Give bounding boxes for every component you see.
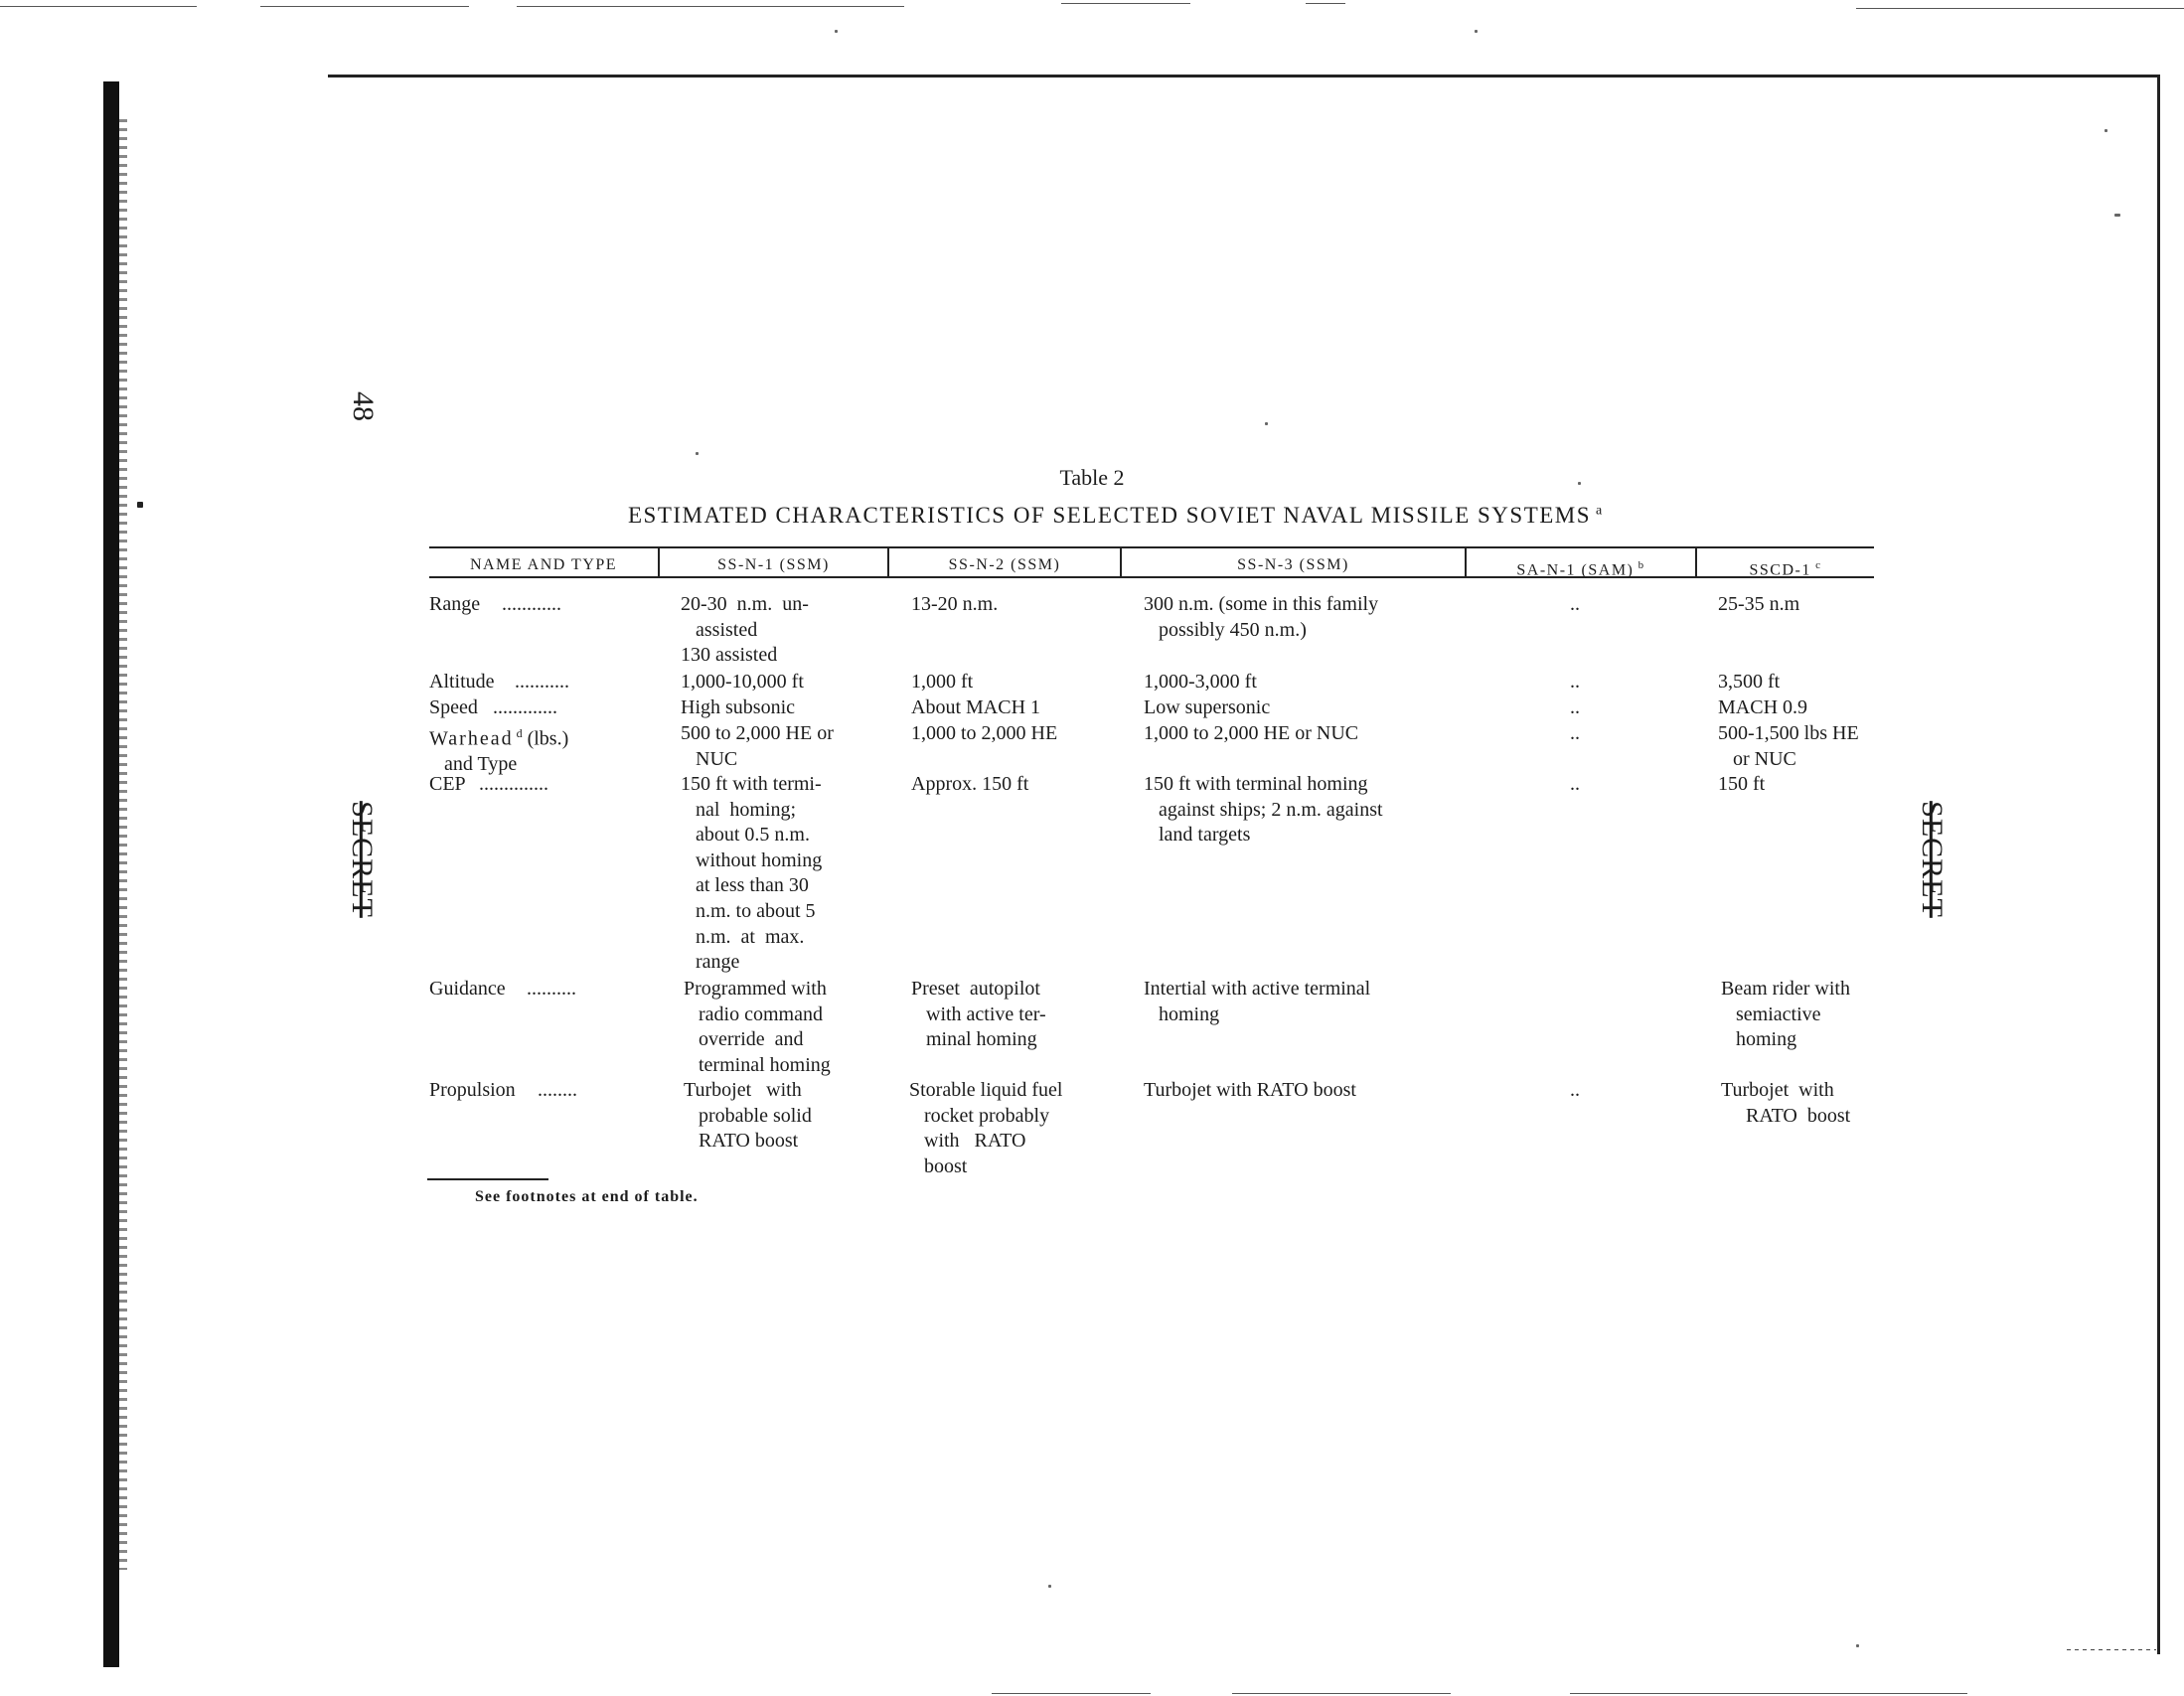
scan-speck [696, 452, 699, 455]
scan-bottom-line-2 [1232, 1693, 1451, 1694]
table-cell: Programmed with radio command override and terminal homing [684, 978, 831, 1076]
column-header-label: SS-N-3 (SSM) [1237, 556, 1349, 573]
row-label-range: Range [429, 593, 481, 615]
column-header-sscd-1 [1697, 550, 1874, 580]
table-cell: 1,000-3,000 ft [1144, 671, 1257, 693]
table-cell: 300 n.m. (some in this family possibly 450 n.m.) [1144, 593, 1379, 641]
table-cell: 1,000 ft [911, 671, 974, 693]
row-label-speed: Speed [429, 696, 478, 718]
table-cell: 1,000-10,000 ft [681, 671, 804, 693]
column-header-label: SSCD-1 [1749, 561, 1811, 579]
table-cell: .. [1570, 773, 1580, 795]
leader-dots: .............. [479, 773, 548, 795]
column-header-ss-n-1 [660, 550, 887, 580]
table-cell: 3,500 ft [1718, 671, 1781, 693]
table-title-footnote-mark: a [1596, 503, 1604, 519]
row-label-warhead [429, 721, 568, 778]
scan-speck [1265, 422, 1268, 425]
scan-bottom-line-1 [992, 1693, 1151, 1694]
page-frame-right [2157, 75, 2160, 1654]
scan-speck [2114, 214, 2120, 217]
page-frame-top [328, 75, 2158, 77]
column-header-label: SS-N-1 (SSM) [717, 556, 830, 573]
column-header-name-and-type [429, 550, 658, 580]
table-cell: 150 ft with terminal homing against ships; 2 n.m. against land targets [1144, 773, 1383, 847]
row-label-cep: CEP [429, 773, 466, 795]
table-cell: Turbojet with probable solid RATO boost [684, 1079, 812, 1153]
table-cell: 500-1,500 lbs HE or NUC [1718, 722, 1859, 770]
table-cell: Intertial with active terminal homing [1144, 978, 1371, 1025]
scan-speck [835, 30, 838, 33]
column-header-footnote-mark: c [1815, 559, 1822, 571]
row-label-propulsion: Propulsion [429, 1079, 516, 1101]
column-header-ss-n-3 [1122, 550, 1465, 580]
table-cell: 20-30 n.m. un- assisted 130 assisted [681, 593, 809, 667]
table-cell: Turbojet with RATO boost [1144, 1079, 1356, 1101]
table-cell: About MACH 1 [911, 696, 1041, 718]
table-cell: 1,000 to 2,000 HE [911, 722, 1058, 744]
table-cell: High subsonic [681, 696, 795, 718]
column-header-footnote-mark: b [1638, 559, 1645, 571]
scan-top-line-2 [260, 6, 469, 7]
scan-bottom-line-3 [1570, 1693, 1967, 1694]
table-cell: Approx. 150 ft [911, 773, 1029, 795]
table-cell: 13-20 n.m. [911, 593, 999, 615]
classification-marking-left: SECRET [345, 801, 379, 918]
row-label-guidance: Guidance [429, 978, 506, 1000]
scan-speck [1856, 1644, 1859, 1647]
table-cell: 1,000 to 2,000 HE or NUC [1144, 722, 1359, 744]
scan-speck [2105, 129, 2107, 132]
table-title: ESTIMATED CHARACTERISTICS OF SELECTED SOVIET NAVAL MISSILE SYSTEMS [628, 503, 1592, 528]
table-cell: .. [1570, 1079, 1580, 1101]
row-label-footnote-mark: d [516, 726, 523, 740]
table-cell: .. [1570, 593, 1580, 615]
leader-dots: ........... [515, 671, 569, 693]
table-cell: Beam rider with semiactive homing [1721, 978, 1850, 1051]
row-label-suffix: (lbs.) [527, 727, 569, 750]
column-header-label: NAME AND TYPE [469, 556, 618, 573]
column-header-sa-n-1 [1467, 550, 1695, 580]
scan-speck [1475, 30, 1478, 33]
scan-speck [1578, 482, 1581, 485]
table-cell: .. [1570, 671, 1580, 693]
scan-speck [137, 502, 143, 508]
table-cell: Preset autopilot with active ter- minal homing [911, 978, 1046, 1051]
binding-edge-shadow [119, 119, 127, 1570]
table-header-top-rule [429, 546, 1874, 548]
table-cell: Turbojet with RATO boost [1721, 1079, 1851, 1127]
scan-top-line-3 [517, 6, 904, 7]
scan-speck [1048, 1585, 1051, 1588]
table-cell: 25-35 n.m [1718, 593, 1800, 615]
leader-dots: ............ [502, 593, 561, 615]
column-header-label: SA-N-1 (SAM) [1516, 561, 1635, 579]
leader-dots: ........ [538, 1079, 577, 1101]
column-header-label: SS-N-2 (SSM) [948, 556, 1061, 573]
row-label-line2: and Type [429, 753, 518, 776]
table-cell: 150 ft with termi- nal homing; about 0.5 n.m. without homing at less than 30 n.m. to about 5 n.m. at max. range [681, 773, 823, 974]
table-title-block [628, 503, 1681, 529]
row-label-text: Warhead [429, 727, 514, 750]
column-header-ss-n-2 [889, 550, 1120, 580]
table-cell: Storable liquid fuel rocket probably with RATO boost [909, 1079, 1063, 1177]
table-cell: 500 to 2,000 HE or NUC [681, 722, 834, 770]
page-number: 48 [347, 391, 380, 421]
table-cell: .. [1570, 722, 1580, 744]
table-cell: .. [1570, 696, 1580, 718]
leader-dots: .......... [527, 978, 576, 1000]
table-cell: 150 ft [1718, 773, 1766, 795]
scan-top-line-4 [1061, 3, 1190, 4]
classification-marking-right: SECRET [1915, 801, 1949, 918]
binding-edge [103, 81, 119, 1667]
leader-dots: ............. [493, 696, 557, 718]
row-label-altitude: Altitude [429, 671, 495, 693]
table-label: Table 2 [1059, 465, 1125, 490]
scan-top-line-6 [1856, 8, 2184, 9]
table-cell: Low supersonic [1144, 696, 1271, 718]
scan-top-line-5 [1306, 3, 1345, 4]
footnote-rule [427, 1178, 548, 1180]
table-cell: MACH 0.9 [1718, 696, 1808, 718]
scan-bottom-right-dash [2067, 1649, 2156, 1650]
footnote-text: See footnotes at end of table. [475, 1188, 699, 1205]
scan-top-line-1 [0, 6, 197, 7]
